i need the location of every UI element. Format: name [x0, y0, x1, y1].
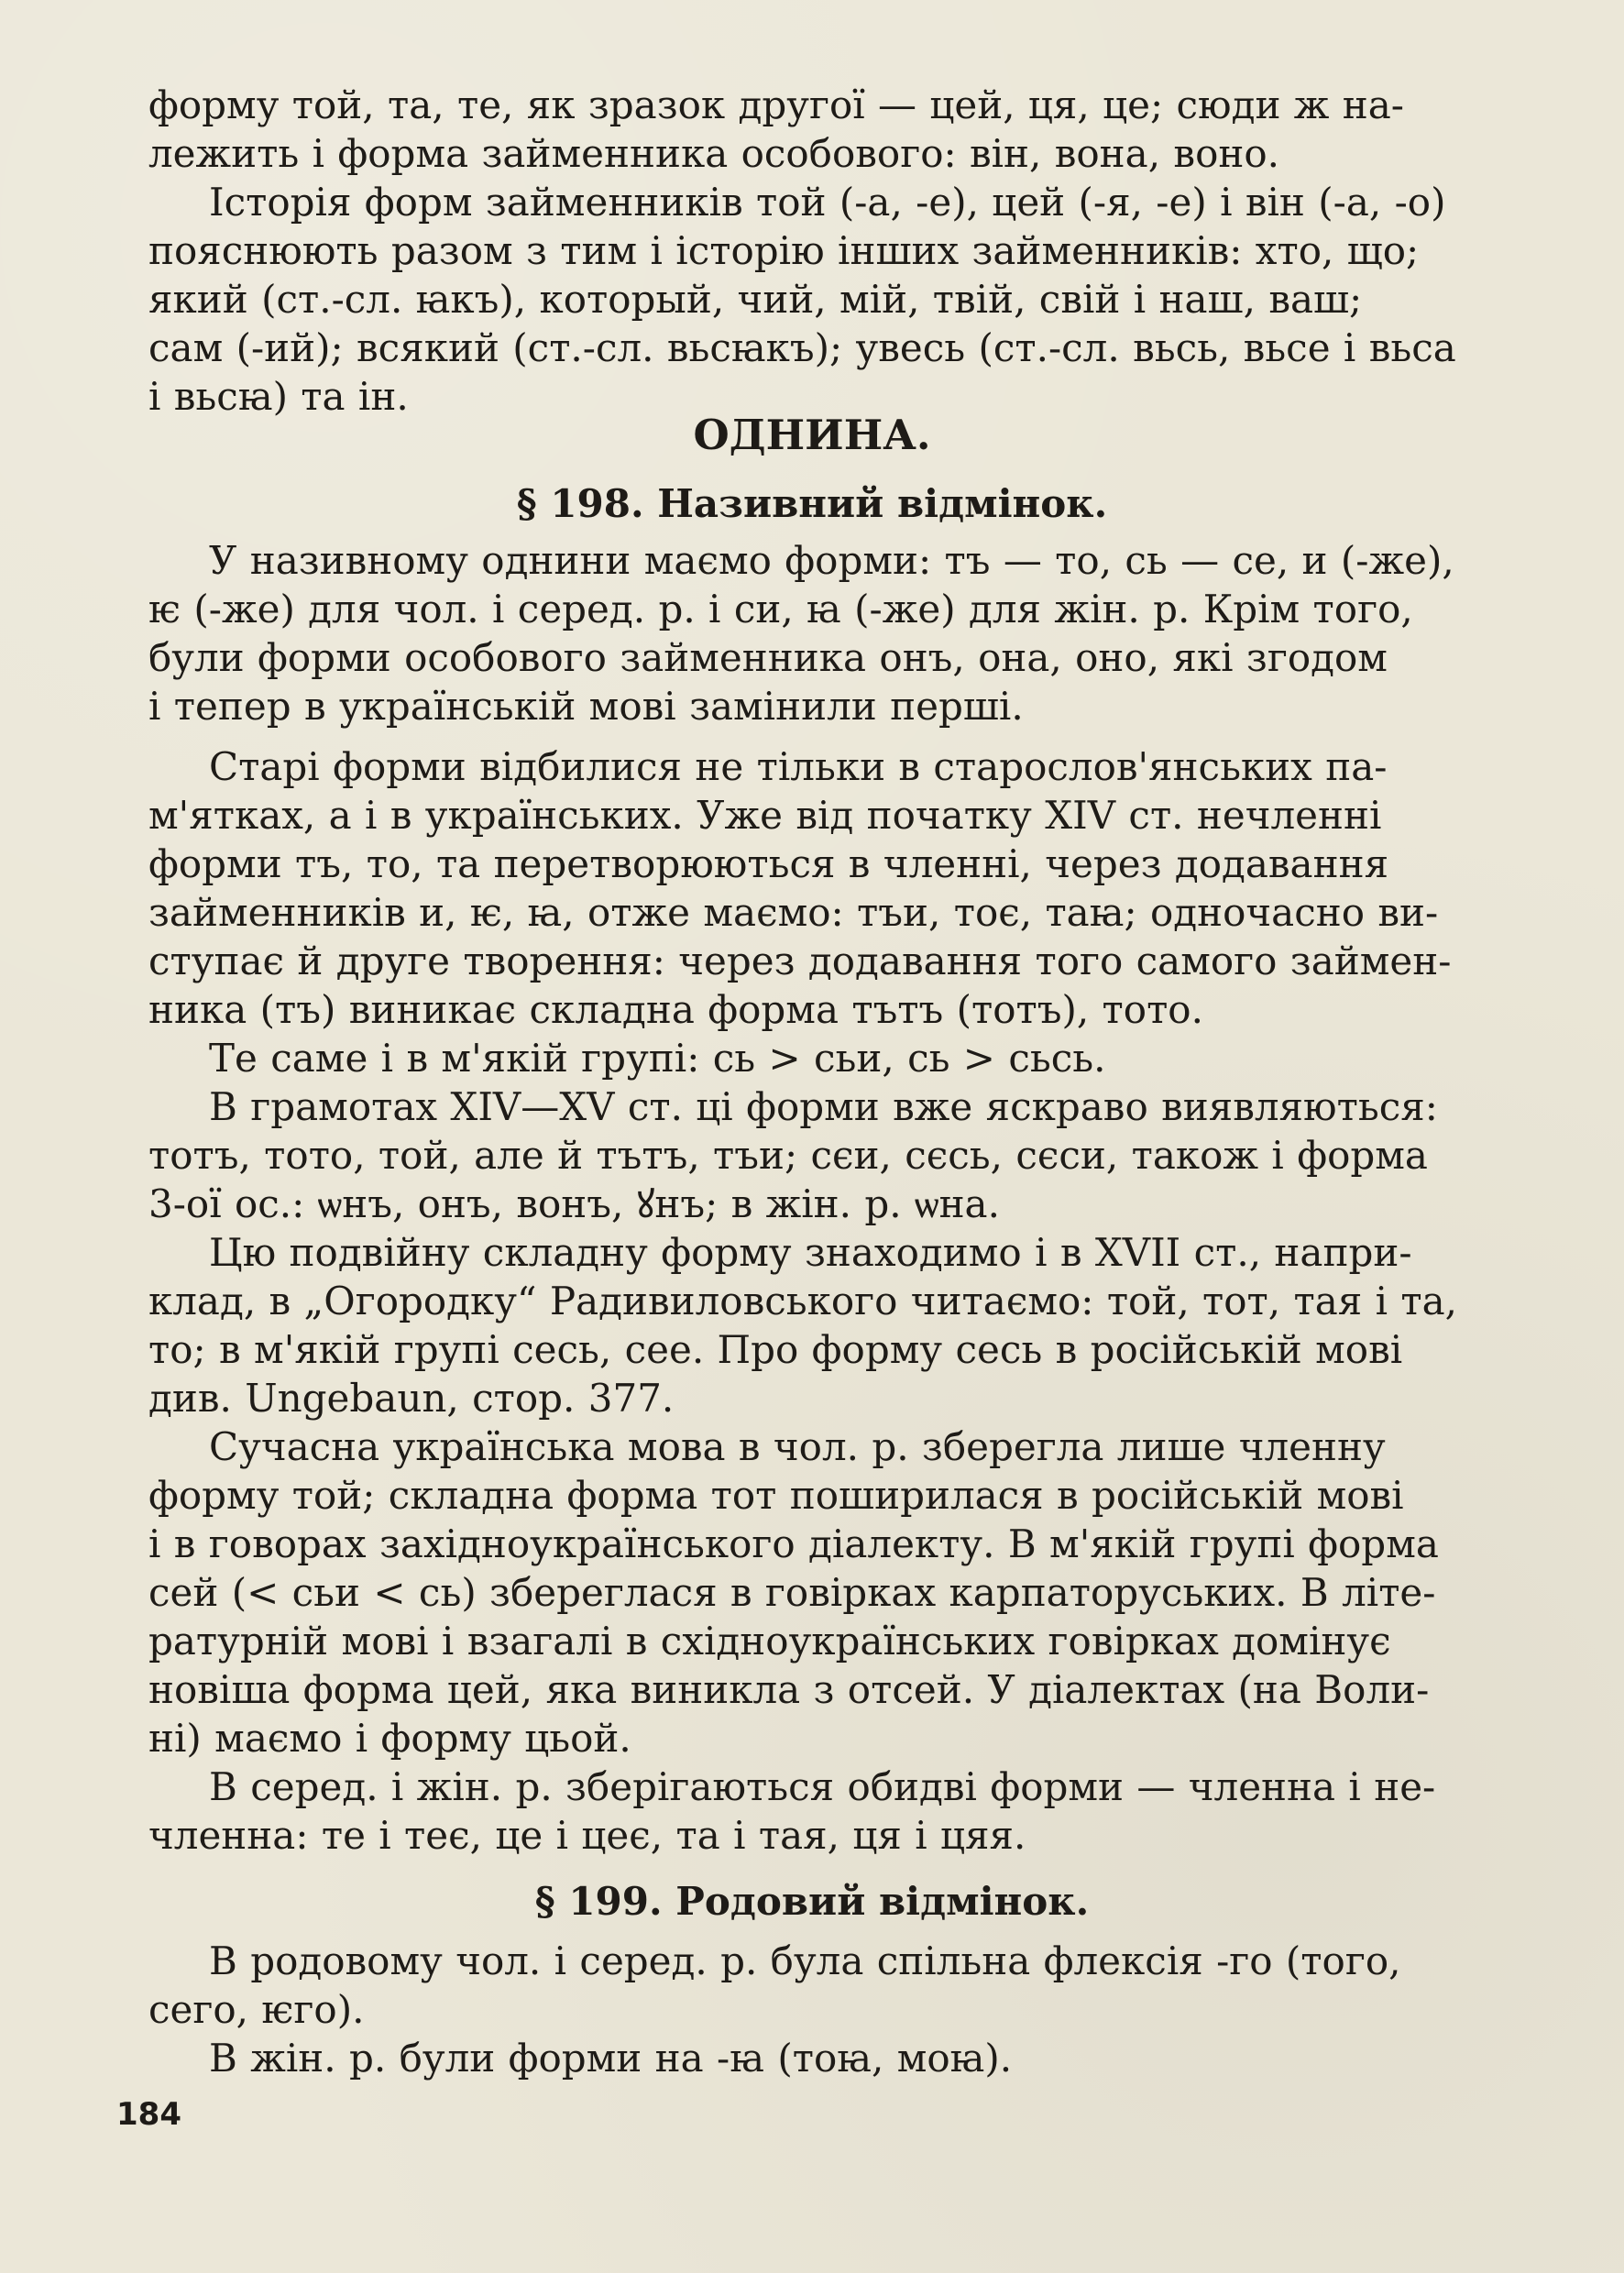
- paragraph-198-3: [148, 1034, 1558, 1082]
- paragraph-198-2: [148, 742, 1558, 1034]
- text-line: членна: те і теє, це і цеє, та і тая, ця і цяя.: [148, 1813, 1026, 1858]
- text-line: були форми особового займенника онъ, она, оно, які згодом: [148, 635, 1388, 680]
- text-line: Старі форми відбилися не тільки в старослов'янських па-: [209, 744, 1388, 789]
- text-line: форми тъ, то, та перетворюються в членні, через додавання: [148, 841, 1389, 886]
- paragraph-198-4: [148, 1082, 1558, 1228]
- text-line: В серед. і жін. р. зберігаються обидві форми — членна і не-: [209, 1764, 1436, 1809]
- text-line: В грамотах XIV—XV ст. ці форми вже яскраво виявляються:: [209, 1084, 1438, 1129]
- text-line: форму той; складна форма тот поширилася в російській мові: [148, 1473, 1404, 1518]
- text-line: то; в м'якій групі сесь, сее. Про форму сесь в російській мові: [148, 1327, 1403, 1372]
- text-line: який (ст.-сл. ꙗкъ), который, чий, мій, твій, свій і наш, ваш;: [148, 277, 1363, 322]
- text-line: клад, в „Огородку“ Радивиловського читаємо: той, тот, тая і та,: [148, 1279, 1458, 1323]
- text-line: 3-ої ос.: ѡнъ, онъ, вонъ, ꙋнъ; в жін. р. ѡна.: [148, 1181, 1000, 1226]
- text-line: тотъ, тото, той, але й тътъ, тъи; сєи, сєсь, сєси, також і форма: [148, 1133, 1428, 1178]
- text-line: м'ятках, а і в українських. Уже від початку XIV ст. нечленні: [148, 793, 1382, 838]
- top-text-block: [148, 81, 1558, 421]
- text-line: ні) маємо і форму цьой.: [148, 1716, 631, 1761]
- text-line: і в говорах західноукраїнського діалекту. В м'якій групі форма: [148, 1521, 1439, 1566]
- text-line: див. Ungebaun, стор. 377.: [148, 1376, 675, 1421]
- section-heading-199: § 199. Родовий відмінок.: [534, 1879, 1090, 1924]
- section-199-body: [148, 1937, 1558, 2082]
- text-line: Те саме і в м'якій групі: сь > сьи, сь > сьсь.: [209, 1036, 1106, 1081]
- section-198-body: [148, 536, 1558, 1860]
- text-line: новіша форма цей, яка виникла з отсей. У діалектах (на Воли-: [148, 1667, 1430, 1712]
- paragraph-198-5: [148, 1228, 1558, 1422]
- text-line: лежить і форма займенника особового: він, вона, воно.: [148, 131, 1279, 176]
- paragraph-198-6: [148, 1422, 1558, 1762]
- text-line: пояснюють разом з тим і історію інших займенників: хто, що;: [148, 228, 1420, 273]
- text-line: ратурній мові і взагалі в східноукраїнських говірках домінує: [148, 1619, 1391, 1664]
- page-number: 184: [116, 2096, 181, 2133]
- text-line: В жін. р. були форми на -ꙗ (тоꙗ, моꙗ).: [209, 2036, 1013, 2081]
- text-line: Сучасна українська мова в чол. р. зберегла лише членну: [209, 1424, 1386, 1469]
- text-line: У називному однини маємо форми: тъ — то, сь — се, и (-же),: [209, 538, 1454, 583]
- text-line: Цю подвійну складну форму знаходимо і в XVII ст., напри-: [209, 1230, 1412, 1275]
- text-line: сего, ѥго).: [148, 1987, 365, 2032]
- paragraph-199-2: [148, 2034, 1558, 2082]
- paragraph-199-1: [148, 1937, 1558, 2034]
- text-line: займенників и, ѥ, ꙗ, отже маємо: тъи, тоє, таꙗ; одночасно ви-: [148, 890, 1439, 935]
- text-line: Історія форм займенників той (-а, -е), цей (-я, -е) і він (-а, -о): [209, 180, 1446, 225]
- text-line: сей (< сьи < сь) збереглася в говірках карпаторуських. В літе-: [148, 1570, 1436, 1615]
- text-line: В родовому чол. і серед. р. була спільна флексія -го (того,: [209, 1938, 1401, 1983]
- text-line: форму той, та, те, як зразок другої — цей, ця, це; сюди ж на-: [148, 82, 1405, 127]
- text-line: і тепер в українській мові замінили перші.: [148, 684, 1024, 729]
- paragraph-pronoun-history: [148, 178, 1558, 421]
- text-line: ступає й друге творення: через додавання того самого займен-: [148, 939, 1452, 983]
- paragraph-pronouns-intro: [148, 81, 1558, 178]
- text-line: сам (-ий); всякий (ст.-сл. вьсꙗкъ); увесь (ст.-сл. вьсь, вьсе і вьса: [148, 325, 1456, 370]
- text-line: ника (тъ) виникає складна форма тътъ (тотъ), тото.: [148, 987, 1203, 1032]
- text-line: і вьсꙗ) та ін.: [148, 374, 409, 419]
- section-heading-198: § 198. Називний відмінок.: [516, 481, 1108, 526]
- text-line: ѥ (-же) для чол. і серед. р. і си, ꙗ (-же) для жін. р. Крім того,: [148, 587, 1413, 631]
- paragraph-198-7: [148, 1762, 1558, 1860]
- paragraph-198-1: [148, 536, 1558, 730]
- section-heading-singular: ОДНИНА.: [693, 411, 931, 459]
